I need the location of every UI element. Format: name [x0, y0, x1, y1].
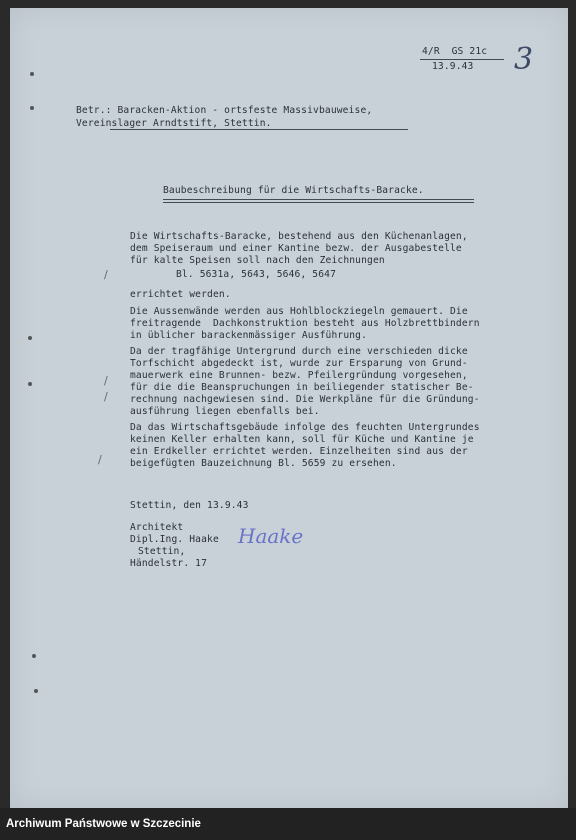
title-underline	[163, 202, 474, 203]
punch-hole	[28, 336, 32, 340]
title-underline	[163, 199, 474, 200]
paragraph-line: ein Erdkeller errichtet werden. Einzelheiten sind aus der	[130, 446, 468, 457]
paragraph-line: keinen Keller erhalten kann, soll für Küche und Kantine je	[130, 434, 474, 445]
paragraph-line: freitragende Dachkonstruktion besteht aus Holzbrettbindern	[130, 318, 480, 329]
margin-tick-mark: /	[104, 268, 108, 281]
paragraph-line: beigefügten Bauzeichnung Bl. 5659 zu ersehen.	[130, 458, 397, 469]
paragraph-line: mauerwerk eine Brunnen- bezw. Pfeilergründung vorgesehen,	[130, 370, 468, 381]
punch-hole	[34, 689, 38, 693]
paragraph-line: ausführung liegen ebenfalls bei.	[130, 406, 320, 417]
paragraph-line: Da das Wirtschaftsgebäude infolge des feuchten Untergrundes	[130, 422, 480, 433]
paragraph-line: rechnung nachgewiesen sind. Die Werkpläne für die Gründung-	[130, 394, 480, 405]
paragraph-line: errichtet werden.	[130, 289, 231, 300]
paragraph-line: dem Speiseraum und einer Kantine bezw. der Ausgabestelle	[130, 243, 462, 254]
place-date: Stettin, den 13.9.43	[130, 500, 249, 511]
archive-footer	[0, 808, 576, 840]
paragraph-line: in üblicher barackenmässiger Ausführung.	[130, 330, 368, 341]
archive-name: Archiwum Państwowe w Szczecinie	[6, 818, 201, 830]
punch-hole	[30, 72, 34, 76]
paragraph-line: für kalte Speisen soll nach den Zeichnungen	[130, 255, 385, 266]
punch-hole	[32, 654, 36, 658]
punch-hole	[28, 382, 32, 386]
page-title: Baubeschreibung für die Wirtschafts-Baracke.	[163, 185, 424, 196]
subject-line-2: Vereinslager Arndtstift, Stettin.	[76, 118, 272, 129]
margin-tick-mark: /	[104, 374, 108, 387]
signatory-city: Stettin,	[138, 546, 186, 557]
handwritten-signature: Haake	[238, 524, 304, 548]
paragraph-line: Da der tragfähige Untergrund durch eine verschieden dicke	[130, 346, 468, 357]
paragraph-line: für die die Beanspruchungen in beiliegender statischer Be-	[130, 382, 474, 393]
margin-tick-mark: /	[104, 390, 108, 403]
reference-code: 4/R GS 21c	[422, 46, 488, 57]
drawing-numbers: Bl. 5631a, 5643, 5646, 5647	[176, 269, 336, 280]
signatory-name: Dipl.Ing. Haake	[130, 534, 219, 545]
signatory-street: Händelstr. 17	[130, 558, 208, 569]
subject-underline	[110, 129, 408, 130]
reference-underline	[420, 59, 504, 60]
subject-line-1: Betr.: Baracken-Aktion - ortsfeste Massivbauweise,	[76, 105, 373, 116]
paragraph-line: Die Wirtschafts-Baracke, bestehend aus den Küchenanlagen,	[130, 231, 468, 242]
reference-date: 13.9.43	[432, 61, 474, 72]
paragraph-line: Torfschicht abgedeckt ist, wurde zur Ersparung von Grund-	[130, 358, 468, 369]
signatory-title: Architekt	[130, 522, 184, 533]
punch-hole	[30, 106, 34, 110]
page-number: 3	[514, 42, 534, 77]
margin-tick-mark: /	[98, 453, 102, 466]
paragraph-line: Die Aussenwände werden aus Hohlblockziegeln gemauert. Die	[130, 306, 468, 317]
